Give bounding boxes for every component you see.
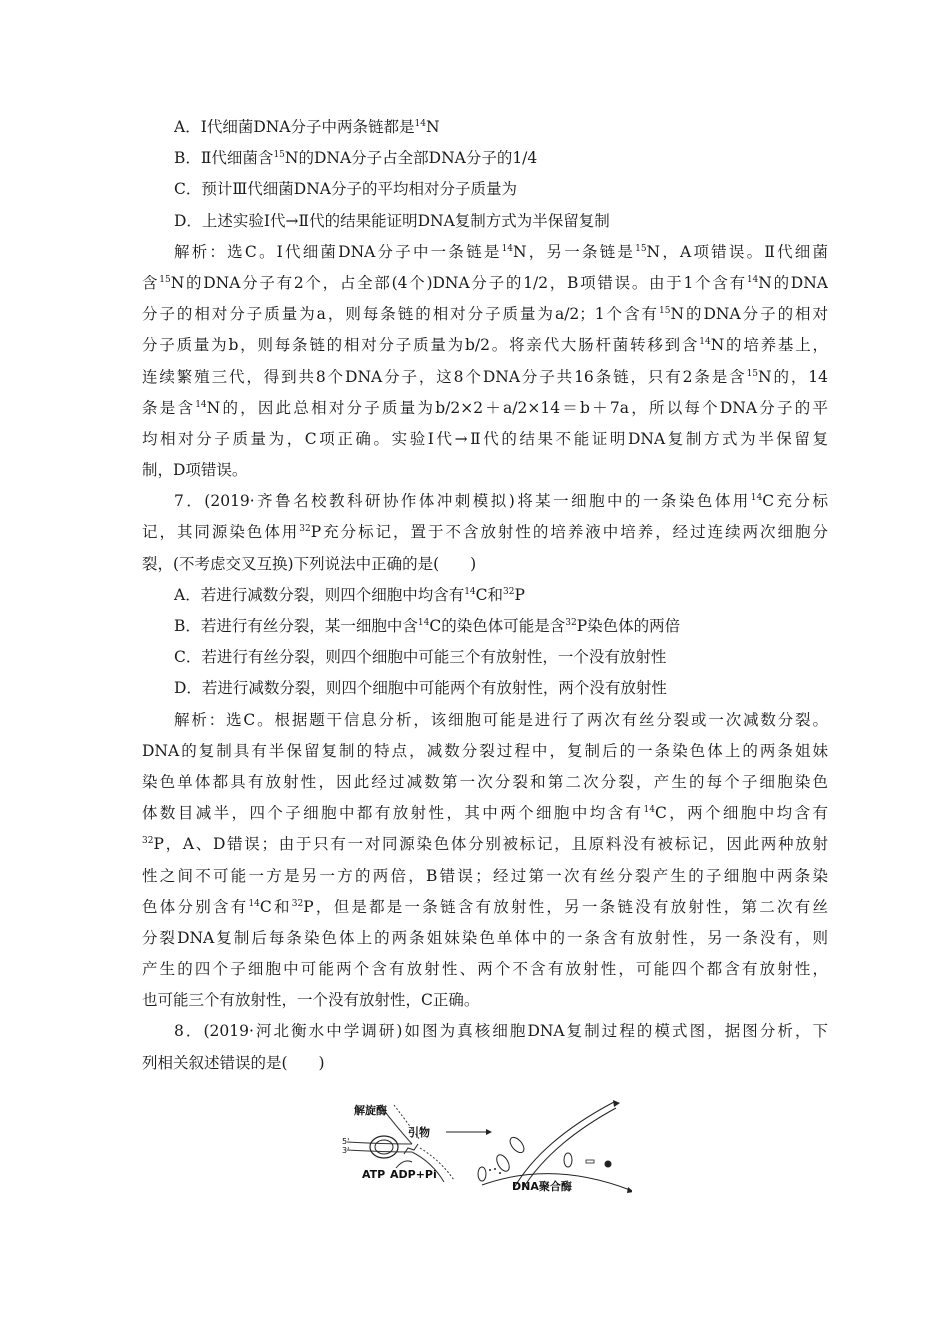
q6-option-d: D．上述实验Ⅰ代→Ⅱ代的结果能证明DNA复制方式为半保留复制 (174, 211, 610, 230)
leading-strand (522, 1108, 616, 1190)
process-arrow-head (486, 1129, 492, 1135)
analysis-line: 连续繁殖三代，得到共8个DNA分子，这8个DNA分子共16条链，只有2条是含$^{15}$N的，14 (142, 367, 828, 386)
analysis-line: 分子的相对分子质量为a，则每条链的相对分子质量为a/2；1个含有$^{15}$N的DNA分子的相对 (142, 305, 828, 324)
analysis-line: 性之间不可能一方是另一方的两倍，B错误；经过第一次有丝分裂产生的子细胞中两条染 (142, 866, 828, 885)
q6-option-b: B．Ⅱ代细菌含$^{15}$N的DNA分子占全部DNA分子的1/4 (174, 149, 538, 168)
q7-analysis (142, 705, 828, 1017)
analysis-line: 解析：选C。Ⅰ代细菌DNA分子中一条链是$^{14}$N，另一条链是$^{15}$N，A项错误。Ⅱ代细菌 (174, 242, 828, 261)
label-adp: ADP+Pi (390, 1168, 437, 1181)
question-line: 裂，(不考虑交叉互换)下列说法中正确的是( ) (142, 554, 477, 573)
primer-mark (404, 1144, 418, 1154)
q6-option-c: C．预计Ⅲ代细菌DNA分子的平均相对分子质量为 (174, 180, 517, 199)
analysis-line: 解析：选C。根据题干信息分析，该细胞可能是进行了两次有丝分裂或一次减数分裂。 (174, 710, 828, 729)
nucleotide-dot (494, 1168, 496, 1170)
polymerase-ring (564, 1153, 572, 1167)
label-helicase: 解旋酶 (354, 1104, 387, 1117)
analysis-line: DNA的复制具有半保留复制的特点，减数分裂过程中，复制后的一条染色体上的两条姐妹 (142, 741, 828, 760)
q6-analysis (142, 237, 828, 487)
curved-arrow (396, 1161, 412, 1168)
strand-arrow-head (627, 1187, 632, 1193)
analysis-line: 分子质量为b，则每条链的相对分子质量为b/2。将亲代大肠杆菌转移到含$^{14}$N的培养基上， (142, 336, 828, 355)
nucleotide-dot (499, 1172, 501, 1174)
analysis-line: 色体分别含有$^{14}$C和$^{32}$P，但是都是一条链含有放射性，另一条链没有放射性，第二次有丝 (142, 897, 828, 916)
helicase-ring (370, 1136, 398, 1158)
q7-option-d: D．若进行减数分裂，则四个细胞中可能两个有放射性，两个没有放射性 (174, 679, 667, 698)
question-line: 记，其同源染色体用$^{32}$P充分标记，置于不含放射性的培养液中培养，经过连续两次细胞分 (142, 523, 828, 542)
polymerase-ring (494, 1153, 512, 1174)
document-page (142, 112, 828, 1079)
primer-block (586, 1160, 594, 1163)
dna-strand-left (347, 1142, 412, 1144)
analysis-line: 分裂DNA复制后每条染色体上的两条姐妹染色单体中的一条含有放射性，另一条没有，则 (142, 928, 828, 947)
dna-strand-left (347, 1150, 412, 1152)
question-line: 7．(2019·齐鲁名校教科研协作体冲刺模拟)将某一细胞中的一条染色体用$^{14}$C充分标 (174, 492, 828, 511)
analysis-line: 染色单体都具有放射性，因此经过减数第一次分裂和第二次分裂，产生的每个子细胞染色 (142, 772, 828, 791)
q7-stem (142, 486, 828, 580)
analysis-line: 均相对分子质量为，C项正确。实验Ⅰ代→Ⅱ代的结果不能证明DNA复制方式为半保留复 (142, 429, 828, 448)
nucleotide-dot (489, 1169, 491, 1171)
question-line: 列相关叙述错误的是( ) (142, 1053, 325, 1072)
strand-arrow-head (613, 1100, 620, 1107)
label-dna-polymerase: DNA聚合酶 (512, 1180, 572, 1193)
analysis-line: 条是含$^{14}$N的，因此总相对分子质量为b/2×2＋a/2×14＝b＋7a，所以每个DNA分子的平 (142, 398, 828, 417)
leading-strand (514, 1102, 614, 1188)
q8-stem (142, 1016, 828, 1078)
polymerase-dot (605, 1161, 612, 1168)
polymerase-ring (507, 1135, 526, 1155)
analysis-line: 产生的四个子细胞中可能两个含有放射性、两个不含有放射性，可能四个都含有放射性， (142, 960, 828, 979)
analysis-line: 制，D项错误。 (142, 461, 248, 480)
polymerase-ring (478, 1167, 486, 1181)
analysis-line: $^{32}$P，A、D错误；由于只有一对同源染色体分别被标记，且原料没有被标记，因此两种放射 (142, 835, 828, 854)
label-atp: ATP (362, 1168, 386, 1181)
analysis-line: 也可能三个有放射性，一个没有放射性，C正确。 (142, 991, 480, 1010)
q7-option-c: C．若进行有丝分裂，则四个细胞中可能三个有放射性，一个没有放射性 (174, 648, 667, 667)
dna-replication-figure (332, 1100, 632, 1200)
label-3prime: 3' (342, 1146, 350, 1155)
question-line: 8．(2019·河北衡水中学调研)如图为真核细胞DNA复制过程的模式图，据图分析，下 (174, 1022, 828, 1041)
q7-option-b: B．若进行有丝分裂，某一细胞中含$^{14}$C的染色体可能是含$^{32}$P染色体的两倍 (174, 617, 681, 635)
q7-option-a: A．若进行减数分裂，则四个细胞中均含有$^{14}$C和$^{32}$P (174, 585, 525, 604)
label-primer: 引物 (408, 1126, 430, 1139)
analysis-line: 体数目减半，四个子细胞中都有放射性，其中两个细胞中均含有$^{14}$C，两个细胞中均含有 (142, 804, 828, 823)
q6-option-a: A．Ⅰ代细菌DNA分子中两条链都是$^{14}$N (174, 118, 440, 136)
label-5prime: 5' (342, 1137, 350, 1146)
analysis-line: 含$^{15}$N的DNA分子有2个，占全部(4个)DNA分子的1/2，B项错误。由于1个含有$^{14}$N的DNA (142, 273, 828, 292)
dna-replication-diagram (332, 1100, 632, 1200)
